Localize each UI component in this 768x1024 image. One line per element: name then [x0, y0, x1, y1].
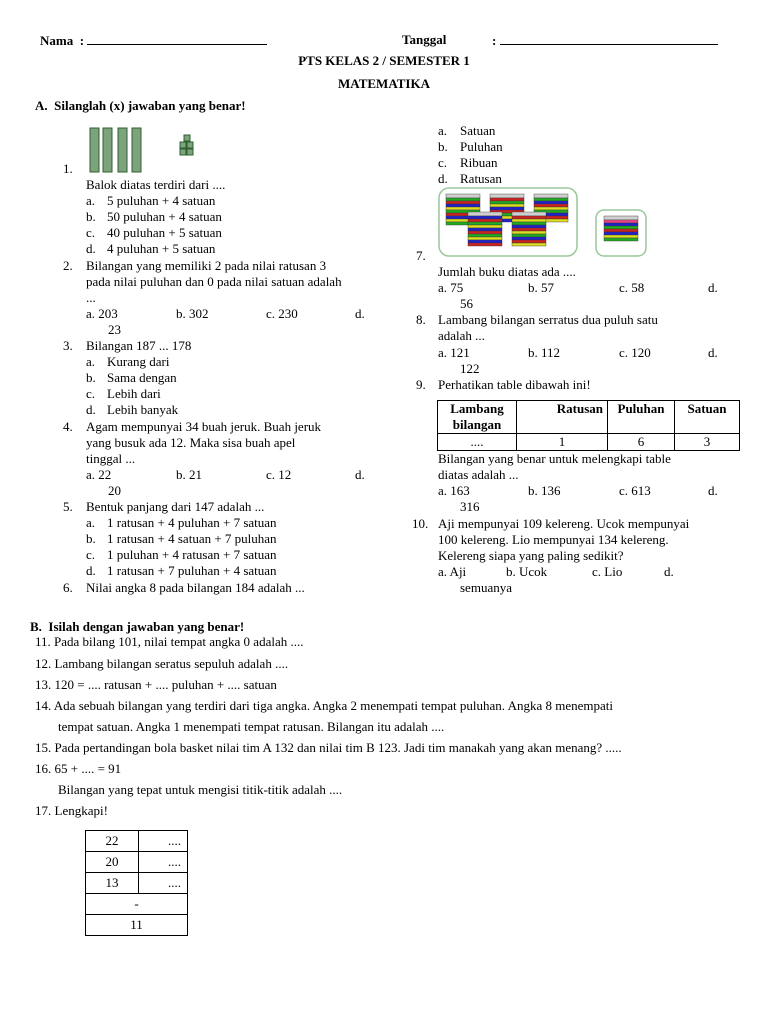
page-subtitle: MATEMATIKA [338, 76, 430, 91]
q17-text: 17. Lengkapi! [35, 803, 108, 818]
q9-option-c[interactable]: c. 613 [619, 483, 651, 498]
q8-option-a[interactable]: a. 121 [438, 345, 470, 360]
q7-number: 7. [416, 248, 426, 263]
q6-option-c[interactable]: c. Ribuan [438, 155, 498, 170]
q2-text-3: ... [86, 290, 96, 305]
q16-text-1: 16. 65 + .... = 91 [35, 761, 122, 776]
q4-text-3: tinggal ... [86, 451, 136, 466]
q8-number: 8. [416, 312, 426, 327]
q4-option-d-value: 20 [108, 483, 121, 498]
q9-header-ratusan: Ratusan [517, 401, 608, 434]
q3-option-d[interactable]: d. Lebih banyak [86, 402, 179, 417]
q17-value-1: 22 [86, 831, 139, 852]
q5-option-d[interactable]: d. 1 ratusan + 7 puluhan + 4 satuan [86, 563, 277, 578]
q8-text-2: adalah ... [438, 328, 485, 343]
q2-option-b[interactable]: b. 302 [176, 306, 209, 321]
q8-option-c[interactable]: c. 120 [619, 345, 651, 360]
q8-option-d[interactable]: d. [708, 345, 718, 360]
q6-text: Nilai angka 8 pada bilangan 184 adalah ... [86, 580, 305, 595]
q17-value-2: 20 [86, 852, 139, 873]
q7-option-c[interactable]: c. 58 [619, 280, 645, 295]
q6-option-a[interactable]: a. Satuan [438, 123, 496, 138]
q5-number: 5. [63, 499, 73, 514]
q5-text: Bentuk panjang dari 147 adalah ... [86, 499, 265, 514]
q9-cell-satuan: 3 [675, 434, 740, 451]
q4-text-2: yang busuk ada 12. Maka sisa buah apel [86, 435, 296, 450]
q2-text-1: Bilangan yang memiliki 2 pada nilai ratusan 3 [86, 258, 327, 273]
q4-option-b[interactable]: b. 21 [176, 467, 202, 482]
q17-blank-1[interactable]: .... [139, 831, 188, 852]
q1-option-b[interactable]: b. 50 puluhan + 4 satuan [86, 209, 222, 224]
q10-text-3: Kelereng siapa yang paling sedikit? [438, 548, 624, 563]
q3-number: 3. [63, 338, 73, 353]
q1-option-a[interactable]: a. 5 puluhan + 4 satuan [86, 193, 216, 208]
q9-cell-lambang: .... [438, 434, 517, 451]
q9-text-3: diatas adalah ... [438, 467, 519, 482]
section-a-heading: A. Silanglah (x) jawaban yang benar! [35, 98, 246, 113]
q8-text-1: Lambang bilangan serratus dua puluh satu [438, 312, 658, 327]
q10-option-d[interactable]: d. [664, 564, 674, 579]
q4-option-a[interactable]: a. 22 [86, 467, 112, 482]
q9-table [437, 400, 740, 451]
q14-text-1: 14. Ada sebuah bilangan yang terdiri dari tiga angka. Angka 2 menempati tempat puluhan. Angka 8 menempati [35, 698, 613, 713]
q9-header-puluhan: Puluhan [608, 401, 675, 434]
q4-option-d[interactable]: d. [355, 467, 365, 482]
q14-text-2: tempat satuan. Angka 1 menempati tempat ratusan. Bilangan itu adalah .... [58, 719, 445, 734]
q2-option-d-value: 23 [108, 322, 121, 337]
q4-text-1: Agam mempunyai 34 buah jeruk. Buah jeruk [86, 419, 322, 434]
q17-result: 11 [86, 915, 188, 936]
q9-option-a[interactable]: a. 163 [438, 483, 470, 498]
q12-text: 12. Lambang bilangan seratus sepuluh adalah .... [35, 656, 289, 671]
q3-text: Bilangan 187 ... 178 [86, 338, 192, 353]
q9-header-satuan: Satuan [675, 401, 740, 434]
q7-option-d[interactable]: d. [708, 280, 718, 295]
page-title: PTS KELAS 2 / SEMESTER 1 [298, 53, 470, 68]
q9-header-lambang: Lambang bilangan [438, 401, 517, 434]
q7-option-b[interactable]: b. 57 [528, 280, 554, 295]
q3-option-b[interactable]: b. Sama dengan [86, 370, 177, 385]
q17-value-3: 13 [86, 873, 139, 894]
q7-option-d-value: 56 [460, 296, 473, 311]
q3-option-a[interactable]: a. Kurang dari [86, 354, 170, 369]
q9-option-d[interactable]: d. [708, 483, 718, 498]
q10-option-d-value: semuanya [460, 580, 512, 595]
q9-option-d-value: 316 [460, 499, 480, 514]
q9-option-b[interactable]: b. 136 [528, 483, 561, 498]
q2-option-a[interactable]: a. 203 [86, 306, 118, 321]
base-ten-blocks-image [88, 126, 208, 174]
q1-option-d[interactable]: d. 4 puluhan + 5 satuan [86, 241, 216, 256]
q13-text: 13. 120 = .... ratusan + .... puluhan + .... satuan [35, 677, 277, 692]
q8-option-d-value: 122 [460, 361, 480, 376]
q5-option-a[interactable]: a. 1 ratusan + 4 puluhan + 7 satuan [86, 515, 277, 530]
q10-option-a[interactable]: a. Aji [438, 564, 467, 579]
q10-text-1: Aji mempunyai 109 kelereng. Ucok mempunyai [438, 516, 690, 531]
q6-option-d[interactable]: d. Ratusan [438, 171, 502, 186]
q9-text-2: Bilangan yang benar untuk melengkapi table [438, 451, 671, 466]
q7-option-a[interactable]: a. 75 [438, 280, 464, 295]
q17-operator: - [86, 894, 188, 915]
q1-text: Balok diatas terdiri dari .... [86, 177, 226, 192]
q1-number: 1. [63, 161, 73, 176]
q2-option-c[interactable]: c. 230 [266, 306, 298, 321]
q6-number: 6. [63, 580, 73, 595]
q9-text: Perhatikan table dibawah ini! [438, 377, 591, 392]
q17-blank-3[interactable]: .... [139, 873, 188, 894]
q10-option-c[interactable]: c. Lio [592, 564, 623, 579]
q2-text-2: pada nilai puluhan dan 0 pada nilai satuan adalah [86, 274, 342, 289]
tanggal-field: : [492, 32, 718, 49]
q5-option-b[interactable]: b. 1 ratusan + 4 satuan + 7 puluhan [86, 531, 277, 546]
q8-option-b[interactable]: b. 112 [528, 345, 561, 360]
q4-option-c[interactable]: c. 12 [266, 467, 292, 482]
q10-text-2: 100 kelereng. Lio mempunyai 134 kelereng. [438, 532, 669, 547]
q17-blank-2[interactable]: .... [139, 852, 188, 873]
q2-number: 2. [63, 258, 73, 273]
q2-option-d[interactable]: d. [355, 306, 365, 321]
q5-option-c[interactable]: c. 1 puluhan + 4 ratusan + 7 satuan [86, 547, 277, 562]
q9-cell-ratusan: 1 [517, 434, 608, 451]
section-b-heading: B. Isilah dengan jawaban yang benar! [30, 619, 245, 634]
q6-option-b[interactable]: b. Puluhan [438, 139, 503, 154]
tanggal-label: Tanggal [402, 32, 447, 47]
q9-number: 9. [416, 377, 426, 392]
q15-text: 15. Pada pertandingan bola basket nilai tim A 132 dan nilai tim B 123. Jadi tim manakah yang akan menang? ..... [35, 740, 622, 755]
book-stacks-image [438, 186, 650, 258]
q10-number: 10. [412, 516, 429, 531]
q17-table [85, 830, 188, 936]
q10-option-b[interactable]: b. Ucok [506, 564, 548, 579]
q11-text: 11. Pada bilang 101, nilai tempat angka 0 adalah .... [35, 634, 304, 649]
q4-number: 4. [63, 419, 73, 434]
q9-cell-puluhan: 6 [608, 434, 675, 451]
q16-text-2: Bilangan yang tepat untuk mengisi titik-titik adalah .... [58, 782, 343, 797]
q3-option-c[interactable]: c. Lebih dari [86, 386, 161, 401]
q7-text: Jumlah buku diatas ada .... [438, 264, 576, 279]
q1-option-c[interactable]: c. 40 puluhan + 5 satuan [86, 225, 222, 240]
nama-label: Nama : [40, 32, 267, 49]
